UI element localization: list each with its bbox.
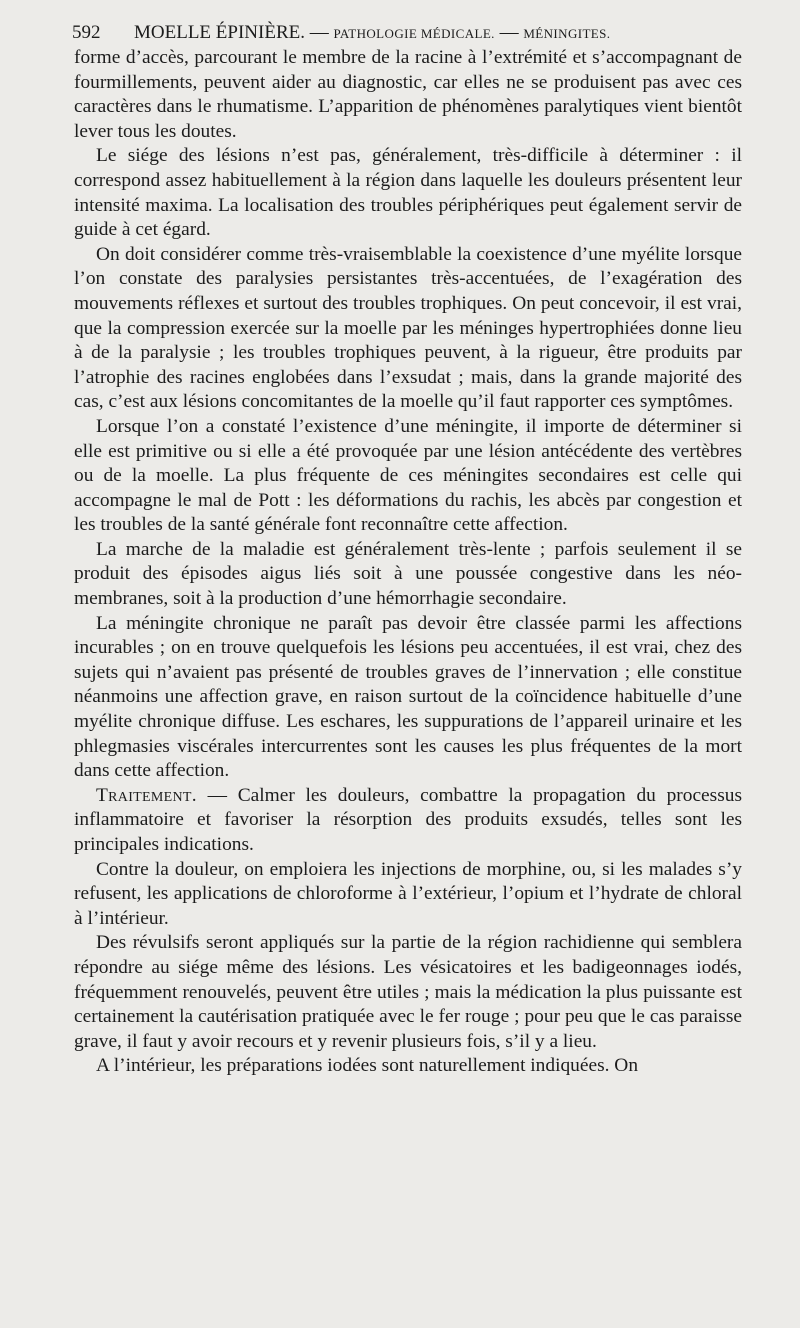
paragraph-prognosis: La méningite chronique ne paraît pas devoir être classée parmi les affections incurables ; on en trouve quelquefois les lésions peu accentuées, il est vrai, chez des sujets qui n’avaient pas présenté de troubles graves de l’innervation ; elle constitue néanmoins une affection grave, en raison surtout de la coïncidence habituelle d’une myélite chronique diffuse. Les eschares, les suppurations de l’appareil urinaire et les phlegmasies viscérales intercurrentes sont les causes les plus fréquentes de la mort dans cette affection. [74,612,742,782]
page-body [74,46,742,1079]
header-subsection: MÉNINGITES. [523,26,611,41]
header-section: PATHOLOGIE MÉDICALE. [333,26,495,41]
header-title: MOELLE ÉPINIÈRE. [134,22,305,43]
header-separator: — [494,22,524,43]
treatment-heading: Traitement. [96,784,197,806]
header-separator: — [304,22,334,43]
paragraph-course: La marche de la maladie est généralement très-lente ; parfois seulement il se produit des épisodes aigus liés soit à une poussée congestive dans les néo-membranes, soit à la production d’une hémorrhagie secondaire. [74,538,742,610]
paragraph-revulsives: Des révulsifs seront appliqués sur la partie de la région rachidienne qui semblera répondre au siége même des lésions. Les vésicatoires et les badigeonnages iodés, fréquemment renouvelés, peuvent être utiles ; mais la médication la plus puissante est certainement la cautérisation pratiquée avec le fer rouge ; pour peu que le cas paraisse grave, il faut y avoir recours et y revenir plusieurs fois, s’il y a lieu. [74,932,742,1052]
paragraph-continued: forme d’accès, parcourant le membre de la racine à l’extrémité et s’accompagnant de fourmillements, peuvent aider au diagnostic, car elles ne se produisent pas avec ces caractères dans le rhumatisme. L’apparition de phénomènes paralytiques vient bientôt lever tous les doutes. [74,47,742,142]
paragraph-secondary-meningitis: Lorsque l’on a constaté l’existence d’une méningite, il importe de déterminer si elle est primitive ou si elle a été provoquée par une lésion antécédente des vertèbres ou de la moelle. La plus fréquente de ces méningites secondaires est celle qui accompagne le mal de Pott : les déformations du rachis, les abcès par congestion et les troubles de la santé générale font reconnaître cette affection. [74,415,742,536]
page-number: 592 [72,22,101,43]
paragraph-lesion-site: Le siége des lésions n’est pas, généralement, très-difficile à déterminer : il correspond assez habituellement à la région dans laquelle les douleurs présentent leur intensité maxima. La localisation des troubles périphériques peut également servir de guide à cet égard. [74,145,742,241]
paragraph-pain: Contre la douleur, on emploiera les injections de morphine, ou, si les malades s’y refusent, les applications de chloroforme à l’extérieur, l’opium et l’hydrate de chloral à l’intérieur. [74,858,742,929]
treatment-text: — Calmer les douleurs, combattre la propagation du processus inflammatoire et favoriser la résorption des produits exsudés, telles sont les principales indications. [74,784,742,855]
running-header [72,20,762,46]
paragraph-internal: A l’intérieur, les préparations iodées sont naturellement indiquées. On [96,1055,639,1077]
paragraph-treatment [74,784,742,858]
paragraph-myelitis: On doit considérer comme très-vraisemblable la coexistence d’une myélite lorsque l’on constate des paralysies persistantes très-accentuées, de l’exagération des mouvements réflexes et surtout des troubles trophiques. On peut concevoir, il est vrai, que la compression exercée sur la moelle par les méninges hypertrophiées donne lieu à de la paralysie ; les troubles trophiques peuvent, à la rigueur, être produits par l’atrophie des racines englobées dans l’exsudat ; mais, dans la grande majorité des cas, c’est aux lésions concomitantes de la moelle qu’il faut rapporter ces symptômes. [74,243,742,413]
